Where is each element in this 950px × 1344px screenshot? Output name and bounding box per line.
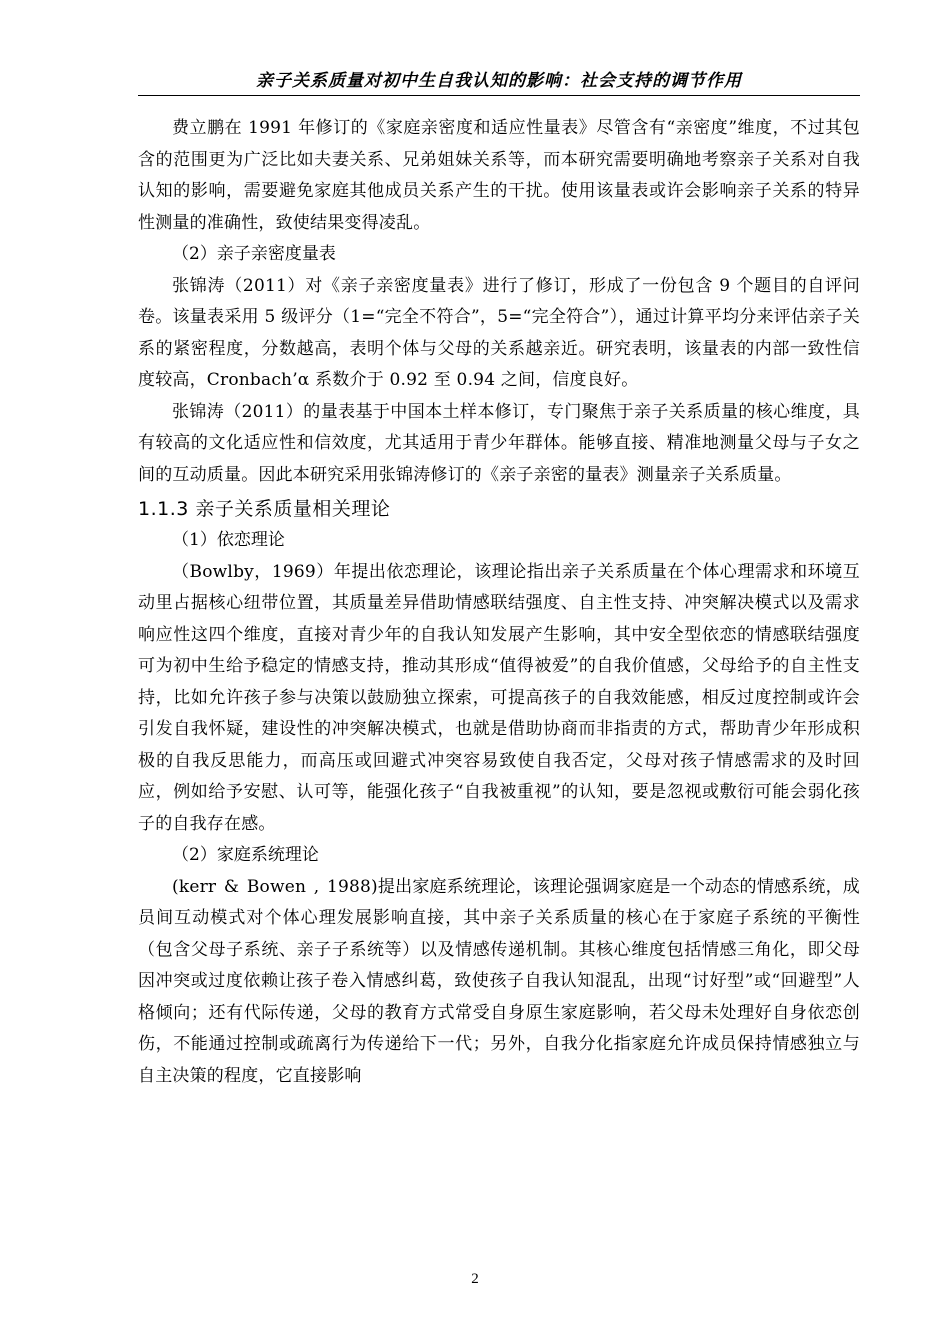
running-header-title: 亲子关系质量对初中生自我认知的影响：社会支持的调节作用 bbox=[256, 71, 742, 91]
section-heading-related-theories: 1.1.3 亲子关系质量相关理论 bbox=[138, 498, 391, 520]
paragraph-scale-description: 张锦涛（2011）对《亲子亲密度量表》进行了修订，形成了一份包含 9 个题目的自评问卷。该量表采用 5 级评分（1=“完全不符合”，5=“完全符合”），通过计算平均分来评估亲子关系的紧密程度，分数越高，表明个体与父母的关系越亲近。研究表明，该量表的内部一致性信度较高，Cronbach’α 系数介于 0.92 至 0.94 之间，信度良好。 bbox=[138, 275, 860, 390]
subheading-attachment-theory: （1）依恋理论 bbox=[172, 530, 285, 550]
subheading-parent-child-intimacy-scale: （2）亲子亲密度量表 bbox=[172, 244, 336, 264]
header-rule bbox=[138, 95, 860, 96]
page-number: 2 bbox=[471, 1271, 479, 1287]
paragraph-family-scale-critique: 费立鹏在 1991 年修订的《家庭亲密度和适应性量表》尽管含有“亲密度”维度，不过其包含的范围更为广泛比如夫妻关系、兄弟姐妹关系等，而本研究需要明确地考察亲子关系对自我认知的影响，需要避免家庭其他成员关系产生的干扰。使用该量表或许会影响亲子关系的特异性测量的准确性，致使结果变得凌乱。 bbox=[138, 118, 860, 233]
subheading-family-systems-theory: （2）家庭系统理论 bbox=[172, 845, 319, 865]
paragraph-scale-rationale: 张锦涛（2011）的量表基于中国本土样本修订，专门聚焦于亲子关系质量的核心维度，具有较高的文化适应性和信效度，尤其适用于青少年群体。能够直接、精准地测量父母与子女之间的互动质量。因此本研究采用张锦涛修订的《亲子亲密的量表》测量亲子关系质量。 bbox=[138, 401, 860, 485]
paragraph-family-systems-theory: (kerr & Bowen , 1988)提出家庭系统理论，该理论强调家庭是一个动态的情感系统，成员间互动模式对个体心理发展影响直接，其中亲子关系质量的核心在于家庭子系统的平衡性（包含父母子系统、亲子子系统等）以及情感传递机制。其核心维度包括情感三角化，即父母因冲突或过度依赖让孩子卷入情感纠葛，致使孩子自我认知混乱，出现“讨好型”或“回避型”人格倾向；还有代际传递，父母的教育方式常受自身原生家庭影响，若父母未处理好自身依恋创伤，不能通过控制或疏离行为传递给下一代；另外，自我分化指家庭允许成员保持情感独立与自主决策的程度，它直接影响 bbox=[138, 876, 860, 1086]
body-text bbox=[138, 113, 860, 1092]
paragraph-attachment-theory: （Bowlby，1969）年提出依恋理论，该理论指出亲子关系质量在个体心理需求和环境互动里占据核心纽带位置，其质量差异借助情感联结强度、自主性支持、冲突解决模式以及需求响应性这四个维度，直接对青少年的自我认知发展产生影响，其中安全型依恋的情感联结强度可为初中生给予稳定的情感支持，推动其形成“值得被爱”的自我价值感，父母给予的自主性支持，比如允许孩子参与决策以鼓励独立探索，可提高孩子的自我效能感，相反过度控制或许会引发自我怀疑，建设性的冲突解决模式，也就是借助协商而非指责的方式，帮助青少年形成积极的自我反思能力，而高压或回避式冲突容易致使自我否定，父母对孩子情感需求的及时回应，例如给予安慰、认可等，能强化孩子“自我被重视”的认知，要是忽视或敷衍可能会弱化孩子的自我存在感。 bbox=[138, 561, 860, 834]
